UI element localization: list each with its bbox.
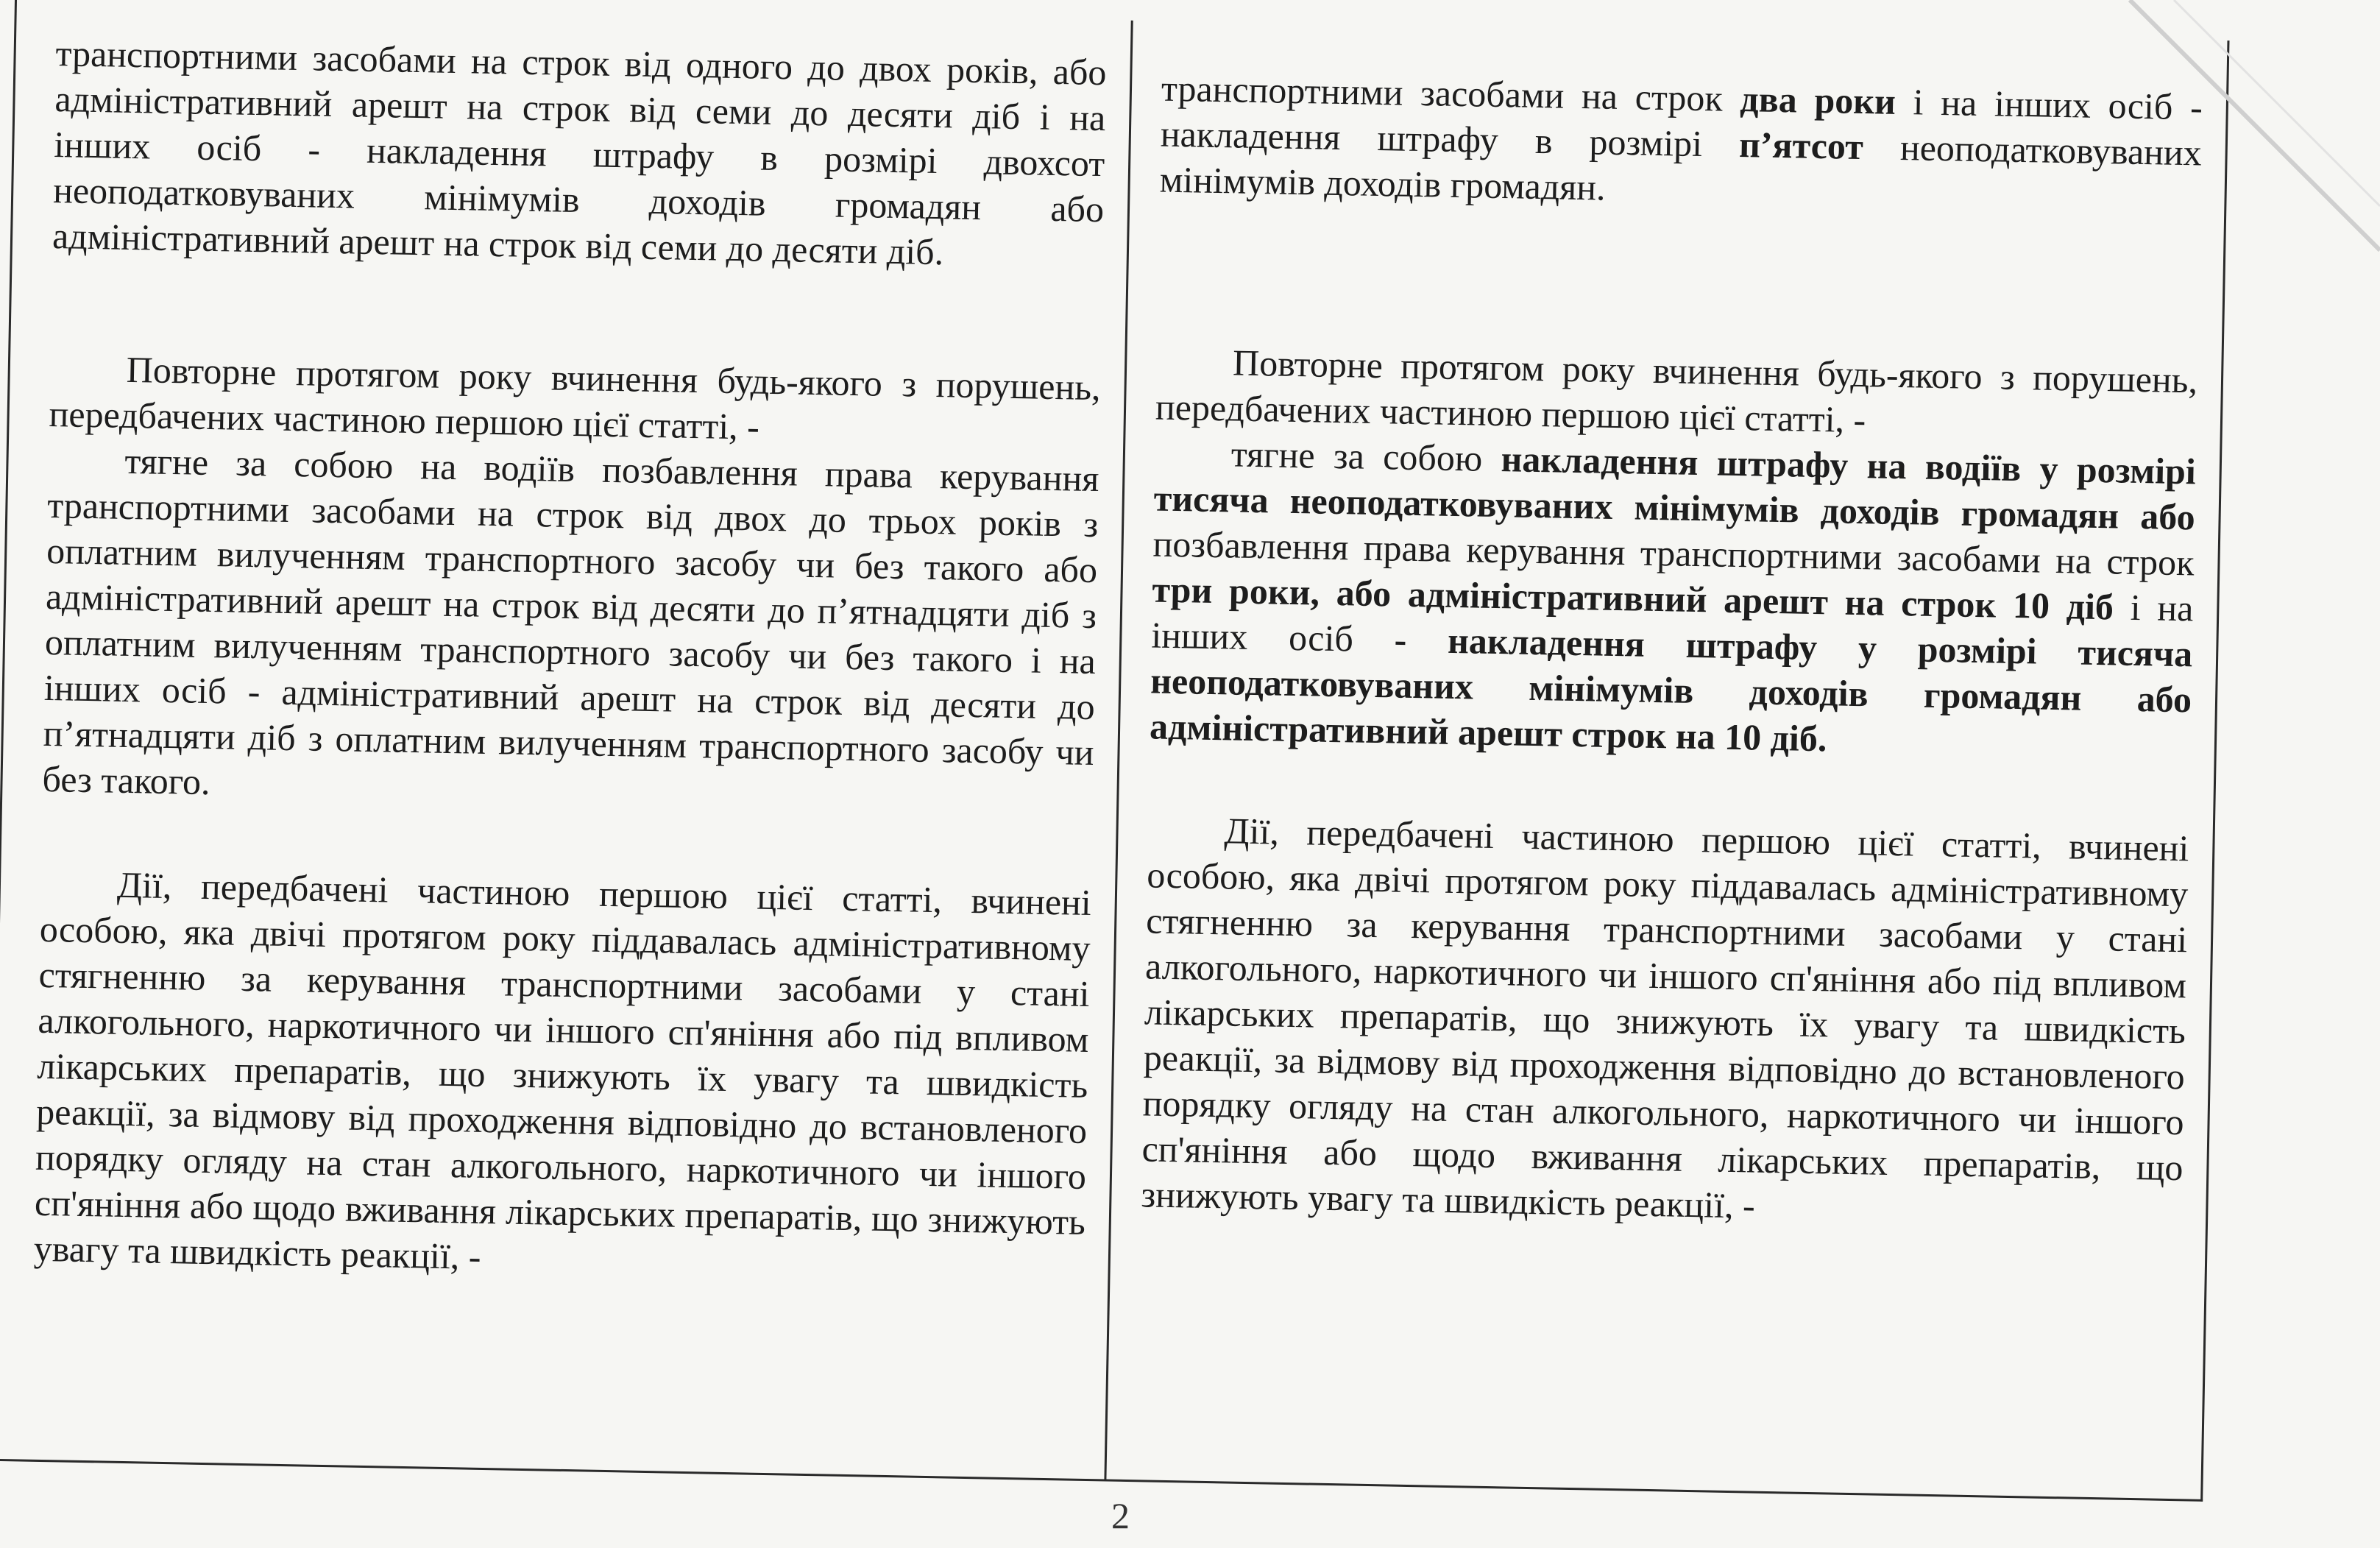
- page-number: 2: [1111, 1495, 1130, 1536]
- right-paragraph-2-heading: Повторне протягом року вчинення будь-якого з порушень, передбачених частиною першою цієї статті, -: [1155, 342, 2198, 441]
- right-paragraph-3: Дії, передбачені частиною першою цієї статті, вчинені особою, яка двічі протягом року піддавалась адміністративному стягненню за керування транспортними засобами у стані алкогольного, наркотичного чи іншого сп'яніння або під впливом лікарських препаратів, що знижують їх увагу та швидкість реакції, за відмову від проходження відповідно до встановленого порядку огляду на стан алкогольного, наркотичного чи іншого сп'яніння або щодо вживання лікарських препаратів, що знижують увагу та швидкість реакції, -: [1140, 810, 2189, 1226]
- left-paragraph-2-body: тягне за собою на водіїв позбавлення права керування транспортними засобами на строк від двох до трьох років з оплатним вилученням транспортного засобу чи без такого або адміністративний арешт на строк від десяти до п’ятнадцяти діб з оплатним вилученням транспортного засобу чи без такого і на інших осіб - адміністративний арешт на строк від десяти до п’ятнадцяти діб з оплатним вилученням транспортного засобу чи без такого.: [42, 439, 1099, 803]
- current-wording-column: [0, 0, 1133, 1479]
- left-paragraph-2-heading: Повторне протягом року вчинення будь-якого з порушень, передбачених частиною першою цієї статті, -: [49, 348, 1102, 448]
- proposed-wording-column: [1106, 21, 2227, 1499]
- left-paragraph-1: транспортними засобами на строк від одного до двох років, або адміністративний арешт на строк від семи до десяти діб і на інших осіб - накладення штрафу в розмірі двохсот неоподатковуваних мінімумів доходів громадян або адміністративний арешт на строк від семи до десяти діб.: [52, 32, 1107, 273]
- right-paragraph-1: транспортними засобами на строк два роки і на інших осіб - накладення штрафу в розмірі п’ятсот неоподатковуваних мінімумів доходів громадян.: [1159, 67, 2203, 208]
- right-paragraph-2-body: тягне за собою накладення штрафу на водіїв у розмірі тисяча неоподатковуваних мінімумів доходів громадян або позбавлення права керування транспортними засобами на строк три роки, або адміністративний арешт на строк 10 діб і на інших осіб - накладення штрафу у розмірі тисяча неоподатковуваних мінімумів доходів громадян або адміністративний арешт строк на 10 діб.: [1149, 433, 2197, 760]
- left-paragraph-3: Дії, передбачені частиною першою цієї статті, вчинені особою, яка двічі протягом року піддавалась адміністративному стягненню за керування транспортними засобами у стані алкогольного, наркотичного чи іншого сп'яніння або під впливом лікарських препаратів, що знижують їх увагу та швидкість реакції, за відмову від проходження відповідно до встановленого порядку огляду на стан алкогольного, наркотичного чи іншого сп'яніння або щодо вживання лікарських препаратів, що знижують увагу та швидкість реакції, -: [33, 863, 1092, 1277]
